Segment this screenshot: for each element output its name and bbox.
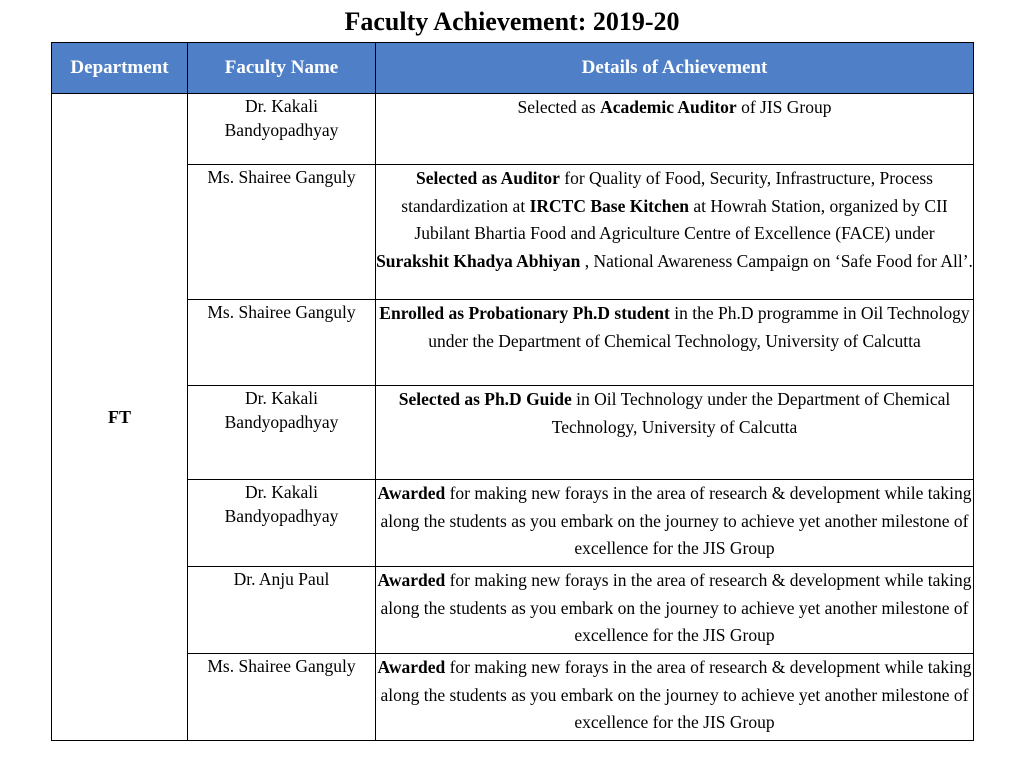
- detail-text: for making new forays in the area of research & development while taking along the students as you embark on the journey to achieve yet another milestone of excellence for the JIS Group: [380, 657, 972, 732]
- detail-text: in the Ph.D programme in Oil Technology under the Department of Chemical Technology, University of Calcutta: [428, 303, 970, 351]
- achievement-details-cell: [376, 300, 974, 386]
- table-row: [52, 480, 974, 567]
- detail-emphasis: Selected as Auditor: [416, 168, 560, 188]
- achievement-details-cell: [376, 654, 974, 741]
- achievement-details-cell: [376, 480, 974, 567]
- table-row: [52, 94, 974, 165]
- faculty-name-cell: Ms. Shairee Ganguly: [188, 300, 376, 386]
- achievement-details-cell: [376, 165, 974, 300]
- detail-emphasis: Awarded: [377, 570, 446, 590]
- detail-text: for making new forays in the area of research & development while taking along the students as you embark on the journey to achieve yet another milestone of excellence for the JIS Group: [380, 483, 972, 558]
- table-row: [52, 654, 974, 741]
- faculty-name-cell: Dr. Anju Paul: [188, 567, 376, 654]
- faculty-name-cell: Ms. Shairee Ganguly: [188, 165, 376, 300]
- detail-emphasis: Academic Auditor: [600, 97, 737, 117]
- department-cell: FT: [52, 94, 188, 741]
- achievement-table: [51, 42, 974, 741]
- table-row: [52, 165, 974, 300]
- detail-text: , National Awareness Campaign on ‘Safe Food for All’.: [580, 250, 973, 271]
- detail-text: at Howrah Station, organized by CII Jubilant Bhartia Food and Agriculture Centre of Excellence (FACE) under: [414, 195, 948, 243]
- header-row: [52, 43, 974, 94]
- faculty-name-cell: Dr. Kakali Bandyopadhyay: [188, 480, 376, 567]
- achievement-details-cell: [376, 567, 974, 654]
- detail-text: for making new forays in the area of research & development while taking along the students as you embark on the journey to achieve yet another milestone of excellence for the JIS Group: [380, 570, 972, 645]
- page-title: Faculty Achievement: 2019-20: [344, 7, 680, 36]
- detail-emphasis: Enrolled as Probationary Ph.D student: [379, 303, 670, 323]
- detail-text: of JIS Group: [736, 97, 832, 117]
- table-row: [52, 567, 974, 654]
- table-body: [52, 94, 974, 741]
- table-header: [52, 43, 974, 94]
- detail-emphasis: Selected as Ph.D Guide: [398, 389, 572, 409]
- detail-text: Selected as: [517, 97, 601, 117]
- header-details: Details of Achievement: [376, 43, 974, 94]
- detail-emphasis: Awarded: [377, 657, 446, 677]
- faculty-name-cell: Dr. Kakali Bandyopadhyay: [188, 386, 376, 480]
- detail-text: in Oil Technology under the Department of Chemical Technology, University of Calcutta: [551, 389, 951, 437]
- table-row: [52, 386, 974, 480]
- detail-emphasis: Awarded: [377, 483, 446, 503]
- faculty-name-cell: Dr. Kakali Bandyopadhyay: [188, 94, 376, 165]
- detail-emphasis: Surakshit Khadya Abhiyan: [376, 250, 581, 271]
- detail-emphasis: IRCTC Base Kitchen: [529, 195, 690, 216]
- header-department: Department: [52, 43, 188, 94]
- table-row: [52, 300, 974, 386]
- achievement-details-cell: [376, 386, 974, 480]
- detail-text: for Quality of Food, Security, Infrastructure, Process standardization at: [401, 168, 933, 216]
- achievement-details-cell: [376, 94, 974, 165]
- header-faculty-name: Faculty Name: [188, 43, 376, 94]
- faculty-name-cell: Ms. Shairee Ganguly: [188, 654, 376, 741]
